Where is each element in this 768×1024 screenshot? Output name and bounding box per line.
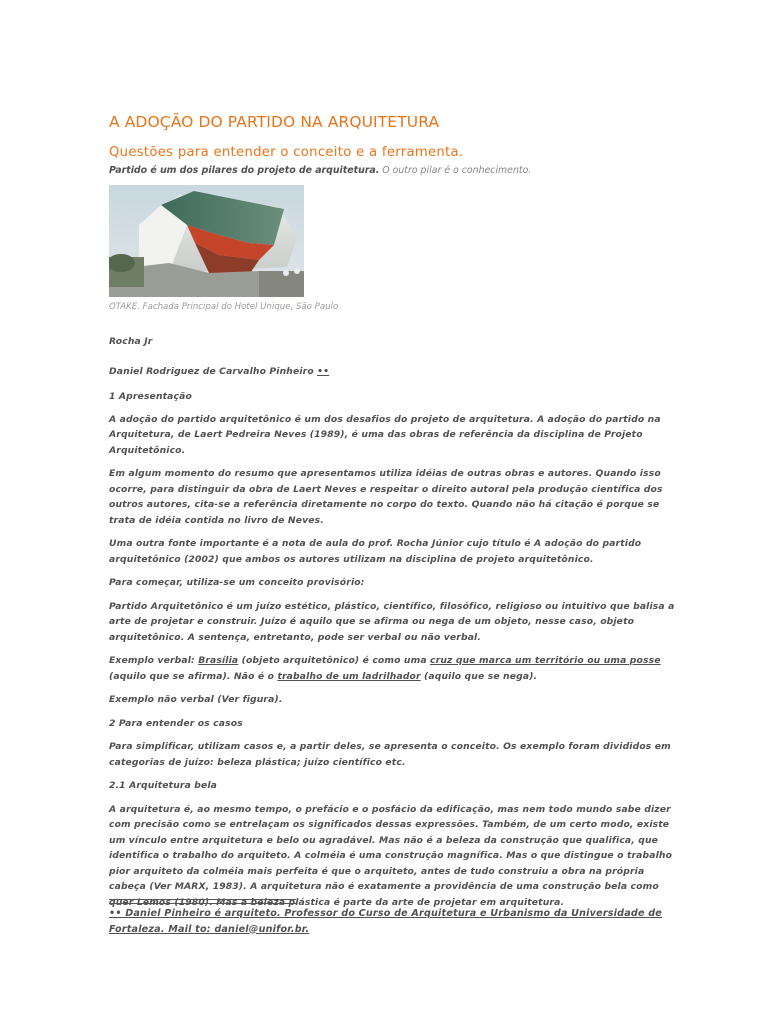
intro-rest: O outro pilar é o conhecimento. bbox=[379, 165, 532, 176]
p6-text-a: Exemplo verbal: bbox=[109, 655, 199, 666]
intro-line bbox=[109, 164, 679, 178]
footnote bbox=[109, 906, 689, 937]
paragraph-2: Em algum momento do resumo que apresentamos utiliza idéias de outras obras e autores. Quando isso ocorre, para distinguir da obra de Laert Neves e respeitar o direito autoral pela produção científica dos outros autores, cita-se a referência diretamente no corpo do texto. Quando não há citação é porque se trata de idéia contida no livro de Neves. bbox=[109, 468, 663, 526]
paragraph-5: Partido Arquitetônico é um juízo estético, plástico, científico, filosófico, religioso ou intuitivo que balisa a arte de projetar e construir. Juízo é aquilo que se afirma ou nega de um objeto, nesse caso, objeto arquitetônico. A sentença, entretanto, pode ser verbal ou não verbal. bbox=[109, 600, 675, 643]
paragraph-6 bbox=[109, 653, 679, 684]
paragraph-9: A arquitetura é, ao mesmo tempo, o prefácio e o posfácio da edificação, mas nem todo mundo sabe dizer com precisão como se entrelaçam os significados dessas expressões. Também, de um certo modo, existe um vínculo entre arquitetura e belo ou agradável. Mas não é a beleza da construção que qualifica, que identifica o trabalho do arquiteto. A colméia é uma construção magnífica. Mas o que distingue o trabalho pior arquiteto da colméia mais perfeita é que o arquiteto, antes de tudo construiu a obra na própria cabeça (Ver MARX, 1983). A arquitetura não é exatamente a providência de uma construção bela como quer Lemos (1980). Mas a beleza plástica é parte da arte de projetar em arquitetura. bbox=[109, 803, 673, 908]
hotel-photo-illustration bbox=[109, 185, 304, 297]
author-pinheiro-name: Daniel Rodriguez de Carvalho Pinheiro bbox=[109, 365, 314, 377]
footnote-link[interactable]: •• Daniel Pinheiro é arquiteto. Professor do Curso de Arquitetura e Urbanismo da Universidade de Fortaleza. Mail to: daniel@unifor.br. bbox=[109, 908, 662, 935]
footnote-ref-link[interactable]: •• bbox=[317, 365, 330, 377]
p6-text-d: (aquilo que se nega). bbox=[420, 670, 538, 682]
page-subtitle: Questões para entender o conceito e a ferramenta. bbox=[109, 145, 464, 160]
author-pinheiro bbox=[109, 364, 679, 380]
photo-caption: OTAKE. Fachada Principal do Hotel Unique, São Paulo bbox=[109, 302, 339, 312]
section-1-heading: 1 Apresentação bbox=[109, 391, 192, 402]
intro-strong: Partido é um dos pilares do projeto de arquitetura. bbox=[109, 165, 380, 176]
paragraph-4: Para começar, utiliza-se um conceito provisório: bbox=[109, 577, 365, 588]
paragraph-3: Uma outra fonte importante é a nota de aula do prof. Rocha Júnior cujo título é A adoção do partido arquitetônico (2002) que ambos os autores utilizam na disciplina de projeto arquitetônico. bbox=[109, 538, 642, 565]
link-brasilia[interactable]: Brasília bbox=[198, 655, 239, 666]
article-body bbox=[109, 112, 679, 910]
page-title: A ADOÇÃO DO PARTIDO NA ARQUITETURA bbox=[109, 113, 440, 131]
paragraph-8: Para simplificar, utilizam casos e, a partir deles, se apresenta o conceito. Os exemplo foram divididos em categorias de juízo: beleza plástica; juízo científico etc. bbox=[109, 741, 671, 768]
p6-text-b: (objeto arquitetônico) é como uma bbox=[238, 655, 431, 666]
section-2-heading: 2 Para entender os casos bbox=[109, 717, 243, 729]
p6-text-c: (aquilo que se afirma). Não é o bbox=[109, 670, 278, 682]
section-2-1-heading: 2.1 Arquitetura bela bbox=[109, 780, 218, 791]
paragraph-1: A adoção do partido arquitetônico é um dos desafios do projeto de arquitetura. A adoção do partido na Arquitetura, de Laert Pedreira Neves (1989), é uma das obras de referência da disciplina de Projeto Arquitetônico. bbox=[109, 413, 661, 456]
link-cruz[interactable]: cruz que marca um território ou uma posse bbox=[430, 655, 661, 666]
author-rocha: Rocha Jr bbox=[109, 336, 153, 347]
hotel-unique-photo bbox=[109, 185, 304, 297]
link-ladrilhador[interactable]: trabalho de um ladrilhador bbox=[277, 670, 421, 682]
paragraph-7: Exemplo não verbal (Ver figura). bbox=[109, 694, 283, 705]
footnote-divider bbox=[109, 899, 296, 904]
